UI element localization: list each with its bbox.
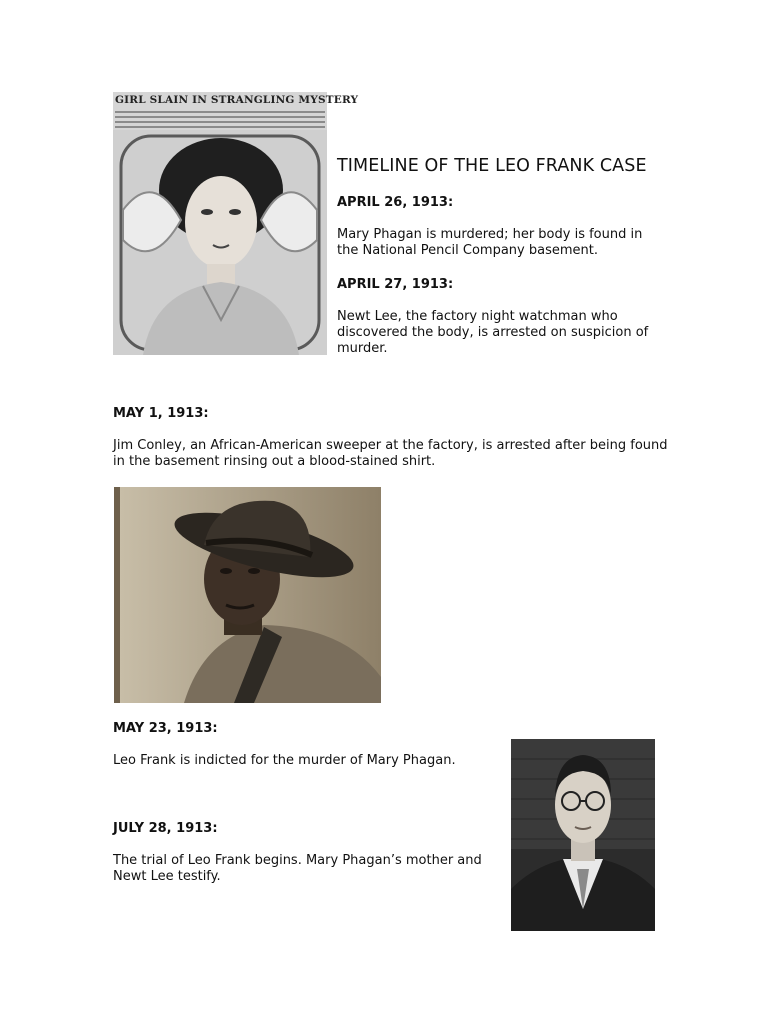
clipping-text-lines	[113, 108, 327, 130]
timeline-date: MAY 23, 1913:	[113, 721, 218, 736]
clipping-headline: GIRL SLAIN IN STRANGLING MYSTERY	[115, 94, 359, 106]
description-line: murder.	[337, 341, 388, 356]
timeline-description	[337, 309, 648, 357]
description-line: discovered the body, is arrested on suspicion of	[337, 325, 649, 340]
jim-conley-photo	[114, 487, 381, 703]
mary-phagan-portrait	[113, 130, 327, 355]
timeline-description	[113, 753, 456, 769]
description-line: The trial of Leo Frank begins. Mary Phagan’s mother and	[113, 853, 482, 868]
timeline-date: JULY 28, 1913:	[113, 821, 218, 836]
timeline-description	[337, 227, 642, 259]
timeline-description	[113, 438, 668, 470]
description-line: Mary Phagan is murdered; her body is found in	[337, 227, 643, 242]
timeline-date: APRIL 27, 1913:	[337, 277, 454, 292]
leo-frank-photo	[511, 739, 655, 931]
timeline-date: MAY 1, 1913:	[113, 406, 209, 421]
description-line: Jim Conley, an African-American sweeper at the factory, is arrested after being found	[113, 438, 668, 453]
timeline-date: APRIL 26, 1913:	[337, 195, 454, 210]
description-line: Newt Lee testify.	[113, 869, 221, 884]
page-title: TIMELINE OF THE LEO FRANK CASE	[337, 156, 647, 176]
description-line: in the basement rinsing out a blood-stained shirt.	[113, 454, 436, 469]
description-line: Leo Frank is indicted for the murder of Mary Phagan.	[113, 753, 456, 768]
description-line: the National Pencil Company basement.	[337, 243, 598, 258]
description-line: Newt Lee, the factory night watchman who	[337, 309, 618, 324]
newspaper-clipping-photo	[113, 92, 359, 355]
timeline-description	[113, 853, 482, 885]
